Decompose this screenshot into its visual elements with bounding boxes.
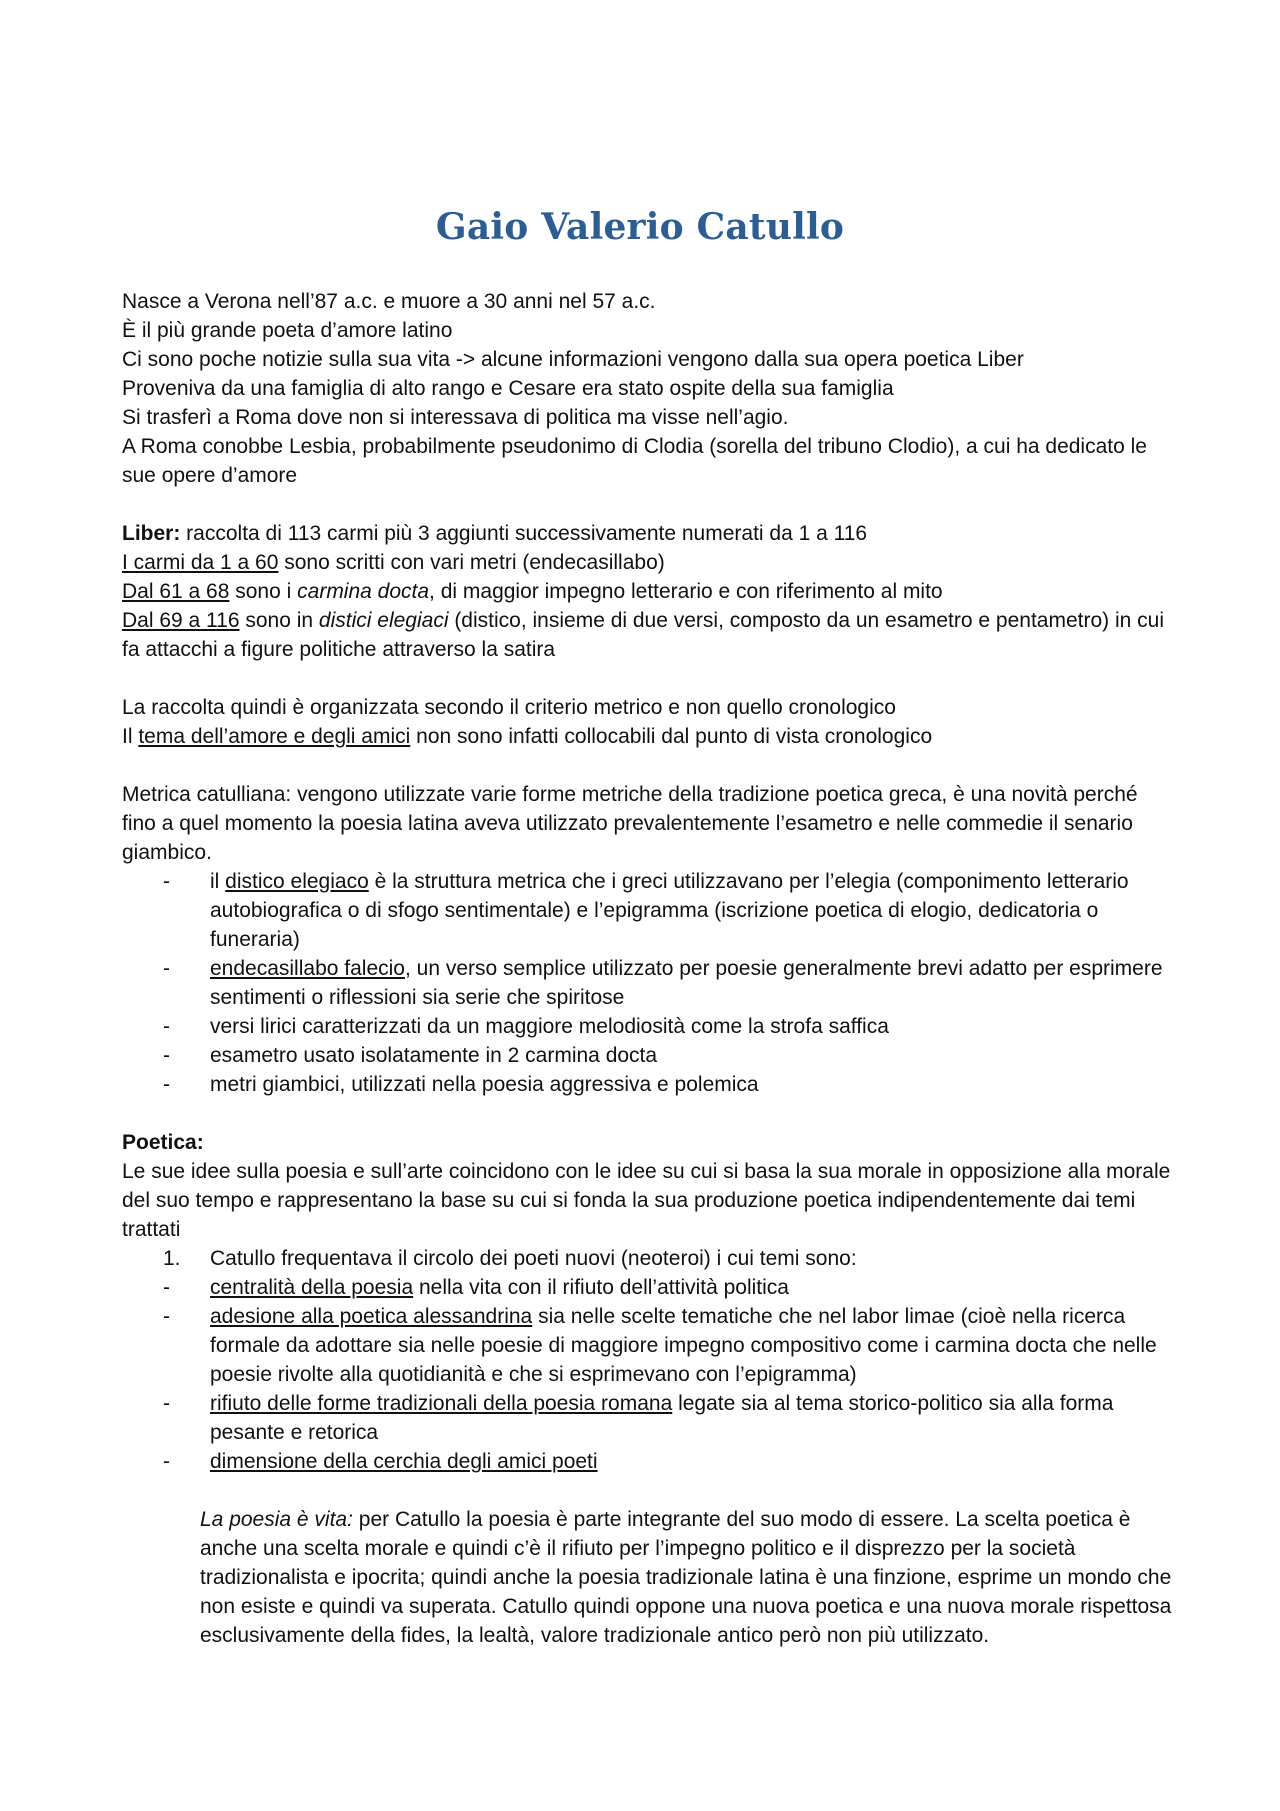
poetica-heading: Poetica: [122,1131,204,1154]
list-item: - centralità della poesia nella vita con il rifiuto dell’attività politica [122,1273,1172,1302]
metrica-intro: Metrica catulliana: vengono utilizzate varie forme metriche della tradizione poetica greca, è una novità perché fino a quel momento la poesia latina aveva utilizzato prevalentemente l’esametro e nelle commedie il senario giambico. [122,783,1138,864]
list-item: - metri giambici, utilizzati nella poesia aggressiva e polemica [122,1070,1172,1099]
document-body [122,287,1172,1650]
spacer [122,751,1172,780]
list-item: - endecasillabo falecio, un verso semplice utilizzato per poesie generalmente brevi adatto per esprimere sentimenti o riflessioni sia serie che spiritose [122,954,1172,1012]
intro-line: Proveniva da una famiglia di alto rango e Cesare era stato ospite della sua famiglia [122,377,894,400]
poetica-section [122,1128,1172,1650]
bullet-dash: - [163,870,170,893]
spacer [122,664,1172,693]
bullet-dash: - [163,1073,170,1096]
bullet-dash: - [163,1044,170,1067]
intro-line: A Roma conobbe Lesbia, probabilmente pseudonimo di Clodia (sorella del tribuno Clodio), a cui ha dedicato le sue opere d’amore [122,435,1147,487]
raccolta-line-1: La raccolta quindi è organizzata secondo il criterio metrico e non quello cronologico [122,696,896,719]
liber-line-3: Dal 69 a 116 sono in distici elegiaci (distico, insieme di due versi, composto da un esametro e pentametro) in cui fa attacchi a figure politiche attraverso la satira [122,609,1164,661]
liber-description: Liber: raccolta di 113 carmi più 3 aggiunti successivamente numerati da 1 a 116 [122,522,868,545]
spacer [122,490,1172,519]
list-item: - il distico elegiaco è la struttura metrica che i greci utilizzavano per l’elegia (componimento letterario autobiografica o di sfogo sentimentale) e l’epigramma (iscrizione poetica di elogio, dedicatoria o funeraria) [122,867,1172,954]
liber-label: Liber: [122,522,181,545]
numbered-item: 1. Catullo frequentava il circolo dei poeti nuovi (neoteroi) i cui temi sono: [122,1244,1172,1273]
intro-section [122,287,1172,490]
bullet-dash: - [163,1015,170,1038]
page-title: Gaio Valerio Catullo [435,206,845,248]
intro-line: È il più grande poeta d’amore latino [122,319,453,342]
list-item: - adesione alla poetica alessandrina sia nelle scelte tematiche che nel labor limae (cioè nella ricerca formale da adottare sia nelle poesie di maggiore impegno compositivo come i carmina docta che nelle poesie rivolte alla quotidianità e che si esprimevano con l’epigramma) [122,1302,1172,1389]
intro-line: Si trasferì a Roma dove non si interessava di politica ma visse nell’agio. [122,406,789,429]
list-item: - rifiuto delle forme tradizionali della poesia romana legate sia al tema storico-politico sia alla forma pesante e retorica [122,1389,1172,1447]
raccolta-section [122,693,1172,751]
spacer [122,1099,1172,1128]
intro-line: Ci sono poche notizie sulla sua vita -> alcune informazioni vengono dalla sua opera poetica Liber [122,348,1024,371]
spacer [122,1476,1172,1505]
bullet-dash: - [163,957,170,980]
liber-line-1: I carmi da 1 a 60 sono scritti con vari metri (endecasillabo) [122,551,665,574]
list-item: - esametro usato isolatamente in 2 carmina docta [122,1041,1172,1070]
bullet-dash: - [163,1450,170,1473]
metrica-section [122,780,1172,1099]
liber-section [122,519,1172,664]
poetica-intro: Le sue idee sulla poesia e sull’arte coincidono con le idee su cui si basa la sua morale in opposizione alla morale del suo tempo e rappresentano la base su cui si fonda la sua produzione poetica indipendentemente dai temi trattati [122,1160,1171,1241]
bullet-dash: - [163,1276,170,1299]
list-item: - dimensione della cerchia degli amici poeti [122,1447,1172,1476]
liber-line-2: Dal 61 a 68 sono i carmina docta, di maggior impegno letterario e con riferimento al mito [122,580,943,603]
bullet-dash: - [163,1392,170,1415]
intro-line: Nasce a Verona nell’87 a.c. e muore a 30 anni nel 57 a.c. [122,290,656,313]
list-number: 1. [163,1247,181,1270]
list-item: - versi lirici caratterizzati da un maggiore melodiosità come la strofa saffica [122,1012,1172,1041]
poesia-vita-paragraph: La poesia è vita: per Catullo la poesia è parte integrante del suo modo di essere. La scelta poetica è anche una scelta morale e quindi c’è il rifiuto per l’impegno politico e il disprezzo per la società tradizionalista e ipocrita; quindi anche la poesia tradizionale latina è una finzione, esprime un mondo che non esiste e quindi va superata. Catullo quindi oppone una nuova poetica e una nuova morale rispettosa esclusivamente della fides, la lealtà, valore tradizionale antico però non più utilizzato. [200,1508,1172,1647]
raccolta-line-2: Il tema dell’amore e degli amici non sono infatti collocabili dal punto di vista cronologico [122,725,933,748]
bullet-dash: - [163,1305,170,1328]
